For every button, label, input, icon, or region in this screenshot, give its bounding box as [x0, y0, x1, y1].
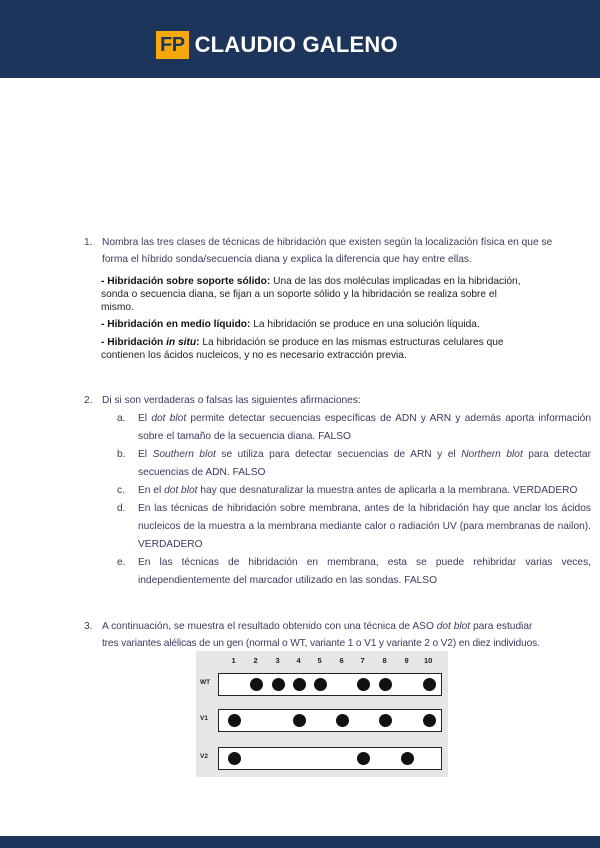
question-text — [102, 234, 594, 268]
question-number: 2. — [84, 395, 93, 406]
hybridization-dot — [423, 678, 436, 691]
answer-liquid — [101, 318, 521, 331]
question-text — [102, 618, 594, 652]
row-label-wt: WT — [200, 679, 211, 686]
column-number-10: 10 — [424, 656, 433, 665]
hybridization-dot — [357, 752, 370, 765]
column-number-6: 6 — [339, 656, 344, 665]
question-3 — [84, 618, 594, 652]
column-number-7: 7 — [360, 656, 365, 665]
statement-letter: e. — [117, 557, 126, 568]
page-footer — [0, 836, 600, 848]
answer-label: - Hibridación in situ: — [101, 337, 200, 348]
hybridization-dot — [228, 752, 241, 765]
question-line: forma el híbrido sonda/secuencia diana y explica la diferencia que hay entre ellas. — [102, 254, 472, 265]
column-number-9: 9 — [404, 656, 409, 665]
logo — [156, 31, 398, 59]
membrane-strip-v1 — [218, 709, 442, 732]
answer-text: La hibridación se produce en una solución líquida. — [250, 319, 480, 330]
hybridization-dot — [250, 678, 263, 691]
statement-e — [117, 554, 591, 590]
logo-brand: CLAUDIO GALENO — [194, 32, 398, 57]
statement-b: b. El Southern blot se utiliza para detectar secuencias de ARN y el Northern blot para detectar secuencias de ADN. FALSO — [117, 446, 591, 482]
question-text: Di si son verdaderas o falsas las siguientes afirmaciones: — [102, 395, 361, 406]
column-number-1: 1 — [231, 656, 236, 665]
question-line: A continuación, se muestra el resultado obtenido con una técnica de ASO dot blot para estudiar — [102, 621, 533, 632]
statement-c: c. En el dot blot hay que desnaturalizar la muestra antes de aplicarla a la membrana. VERDADERO — [117, 482, 591, 500]
page-header — [0, 0, 600, 78]
logo-badge: FP — [156, 31, 189, 59]
answer-in-situ — [101, 336, 521, 362]
hybridization-dot — [293, 678, 306, 691]
answer-text: La hibridación se produce en las mismas estructuras celulares que contienen los ácidos nucleicos, y no es necesario extracción previa. — [101, 337, 504, 361]
question-number: 1. — [84, 237, 93, 248]
statement-text: En las técnicas de hibridación sobre membrana, antes de la hibridación hay que anclar los ácidos nucleicos de la muestra a la membrana mediante calor o radiación UV (para membranas de nailon). VERDADERO — [138, 503, 591, 550]
question-number: 3. — [84, 621, 93, 632]
statement-letter: b. — [117, 449, 126, 460]
hybridization-dot — [379, 678, 392, 691]
hybridization-dot — [357, 678, 370, 691]
row-label-v2: V2 — [200, 753, 208, 760]
hybridization-dot — [293, 714, 306, 727]
hybridization-dot — [336, 714, 349, 727]
column-number-8: 8 — [382, 656, 387, 665]
statement-letter: a. — [117, 413, 126, 424]
hybridization-dot — [272, 678, 285, 691]
question-2 — [84, 392, 594, 409]
dot-blot-figure — [196, 651, 448, 777]
question-1 — [84, 234, 594, 268]
hybridization-dot — [423, 714, 436, 727]
row-label-v1: V1 — [200, 715, 208, 722]
statement-text: En las técnicas de hibridación en membrana, esta se puede rehibridar varias veces, independientemente del marcador utilizado en las sondas. FALSO — [138, 557, 591, 586]
answer-label: - Hibridación sobre soporte sólido: — [101, 276, 271, 287]
answer-solid-support — [101, 275, 521, 314]
column-number-5: 5 — [317, 656, 322, 665]
column-number-3: 3 — [275, 656, 280, 665]
question-line: Nombra las tres clases de técnicas de hibridación que existen según la localización física en que se — [102, 237, 553, 248]
hybridization-dot — [401, 752, 414, 765]
hybridization-dot — [314, 678, 327, 691]
statement-d — [117, 500, 591, 554]
statements-list — [117, 410, 591, 590]
column-number-2: 2 — [253, 656, 258, 665]
question-line: tres variantes alélicas de un gen (normal o WT, variante 1 o V1 y variante 2 o V2) en diez individuos. — [102, 638, 540, 649]
statement-letter: d. — [117, 503, 126, 514]
statement-a: a. El dot blot permite detectar secuencias específicas de ADN y ARN y además aporta información sobre el tamaño de la secuencia diana. FALSO — [117, 410, 591, 446]
hybridization-dot — [228, 714, 241, 727]
answer-label: - Hibridación en medio líquido: — [101, 319, 251, 330]
answer-text: Una de las dos moléculas implicadas en la hibridación, sonda o secuencia diana, se fijan a un soporte sólido y la hibridación se realiza sobre el mismo. — [101, 276, 521, 313]
column-number-4: 4 — [296, 656, 301, 665]
hybridization-dot — [379, 714, 392, 727]
statement-letter: c. — [117, 485, 125, 496]
